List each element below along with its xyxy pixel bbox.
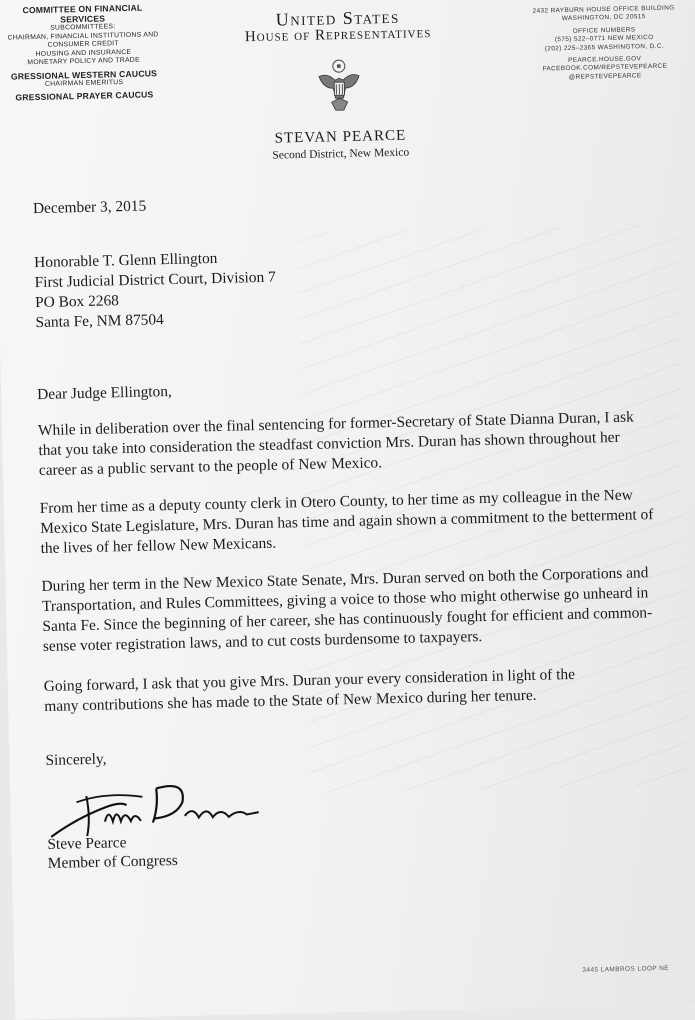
subcommittee-3: MONETARY POLICY AND TRADE [4,56,164,68]
congressman-name: STEVAN PEARCE [215,126,465,149]
office-address-line-2: WASHINGTON, DC 20515 [529,13,679,25]
signer-name: Steve Pearce [47,832,177,854]
signer-block [47,832,178,873]
recipient-address [34,248,277,333]
office-numbers-label: OFFICE NUMBERS [529,25,679,37]
letterhead-center [213,5,466,163]
letter-date: December 3, 2015 [33,197,147,220]
letterhead-right-column [529,4,681,83]
phone-washington: (202) 225–2365 WASHINGTON, D.C. [529,42,679,54]
congressman-district: Second District, New Mexico [216,145,466,163]
paragraph-1: While in deliberation over the final sentencing for former-Secretary of State Dianna Duran, I ask that you take into consideration the steadfast conviction Mrs. Duran has shown throughout her career as a public servant to the people of New Mexico. [38,407,649,481]
letterhead-left-column [0,2,165,103]
caucus-prayer: GRESSIONAL PRAYER CAUCUS [4,89,164,103]
paragraph-4: Going forward, I ask that you give Mrs. Duran your every consideration in light of the many contributions she has made to the State of New Mexico during her tenure. [44,664,605,717]
recipient-line-4: Santa Fe, NM 87504 [35,308,277,333]
caucus-western-role: CHAIRMAN EMERITUS [4,78,164,90]
paragraph-3: During her term in the New Mexico State Senate, Mrs. Duran served on both the Corporations and Transportation, and Rules Committees, giving a voice to those who might otherwise go unheard in Santa Fe. Since the beginning of her career, she has continuously fought for efficient and common-sense voter registration laws, and to cut costs burdensome to taxpayers. [41,563,683,657]
subcommittee-2: HOUSING AND INSURANCE [3,48,163,60]
paragraph-2: From her time as a deputy county clerk in Otero County, to her time as my colleague in the New Mexico State Legislature, Mrs. Duran has time and again shown a commitment to the betterment of the lives of her fellow New Mexicans. [40,485,671,559]
twitter-handle: @REPSTEVEPEARCE [530,71,680,83]
recipient-line-1: Honorable T. Glenn Ellington [34,248,276,273]
committee-name: COMMITTEE ON FINANCIAL SERVICES [2,2,162,26]
eagle-seal-icon [317,58,362,113]
facebook-handle: FACEBOOK.COM/REPSTEVEPEARCE [530,63,680,75]
subcommittees-label: SUBCOMMITTEES: [3,22,163,34]
signer-title: Member of Congress [48,851,178,873]
website: PEARCE.HOUSE.GOV [530,54,680,66]
footer-address: 3445 LAMBROS LOOP NE [582,964,695,974]
subcommittee-1: CHAIRMAN, FINANCIAL INSTITUTIONS AND CONSUMER CREDIT [3,31,163,52]
letter-body [33,184,683,199]
salutation: Dear Judge Ellington, [37,382,172,405]
letterhead-united-states: United States [213,5,463,32]
caucus-western: GRESSIONAL WESTERN CAUCUS [4,68,164,82]
letterhead-house: House of Representatives [213,24,463,47]
phone-new-mexico: (575) 522–0771 NEW MEXICO [529,34,679,46]
recipient-line-3: PO Box 2268 [35,288,277,313]
office-address-line-1: 2432 RAYBURN HOUSE OFFICE BUILDING [529,4,679,16]
recipient-line-2: First Judicial District Court, Division 7 [34,268,276,293]
closing: Sincerely, [45,750,106,771]
